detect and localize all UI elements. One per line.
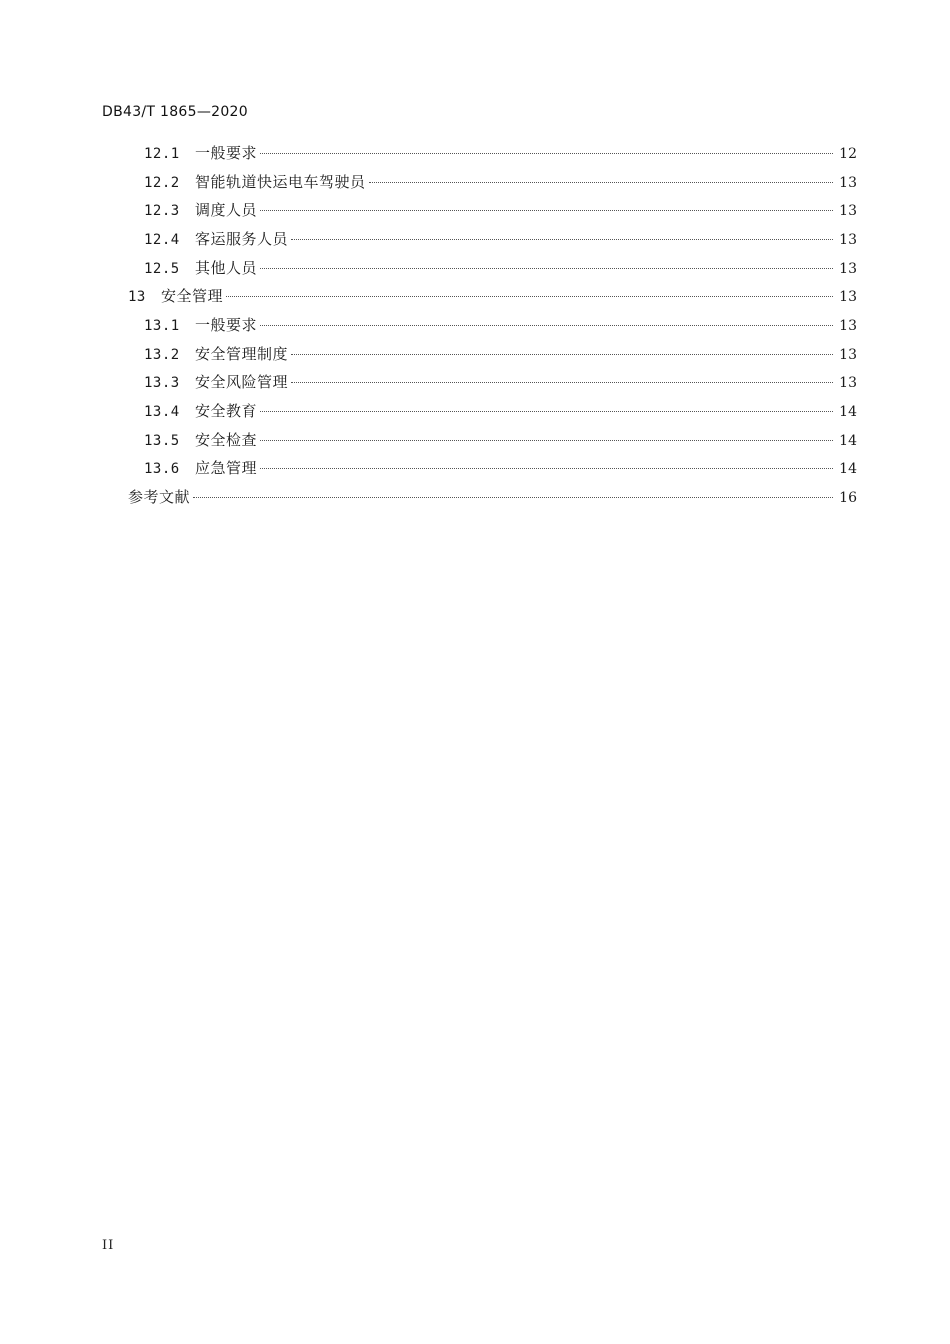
toc-entry-number: 13.4: [144, 404, 180, 420]
toc-dot-leader: [369, 182, 833, 183]
toc-dot-leader: [291, 354, 833, 355]
page-number: II: [102, 1238, 115, 1253]
document-code: DB43/T 1865—2020: [102, 104, 248, 120]
toc-entry-page: 13: [839, 203, 857, 219]
toc-entry-title: 调度人员: [195, 201, 258, 219]
toc-entry-title: 客运服务人员: [195, 230, 289, 248]
toc-entry-number: 13.1: [144, 318, 180, 334]
toc-entry-number: 12.1: [144, 146, 180, 162]
toc-entry[interactable]: [144, 430, 857, 450]
toc-entry-title: 智能轨道快运电车驾驶员: [195, 173, 366, 191]
toc-entry-title: 应急管理: [195, 459, 258, 477]
toc-dot-leader: [260, 325, 833, 326]
toc-entry-number: 12.4: [144, 232, 180, 248]
toc-entry-page: 14: [839, 433, 857, 449]
toc-entry-page: 14: [839, 461, 857, 477]
toc-entry-page: 13: [839, 261, 857, 277]
toc-entry-page: 12: [839, 146, 857, 162]
toc-entry[interactable]: [144, 372, 857, 392]
toc-entry[interactable]: [144, 458, 857, 478]
toc-entry-page: 13: [839, 318, 857, 334]
toc-entry-title: 其他人员: [195, 259, 258, 277]
toc-entry-number: 12.2: [144, 175, 180, 191]
toc-entry-number: 13.2: [144, 347, 180, 363]
toc-entry-title: 安全教育: [195, 402, 258, 420]
toc-entry[interactable]: [128, 286, 857, 306]
toc-dot-leader: [226, 296, 833, 297]
toc-entry-page: 13: [839, 232, 857, 248]
toc-dot-leader: [260, 468, 833, 469]
toc-entry[interactable]: [144, 315, 857, 335]
toc-entry[interactable]: [128, 487, 857, 507]
toc-dot-leader: [291, 239, 833, 240]
toc-entry-number: 12.3: [144, 203, 180, 219]
toc-entry-page: 13: [839, 375, 857, 391]
toc-entry-number: 13: [128, 289, 146, 305]
toc-entry[interactable]: [144, 344, 857, 364]
toc-entry[interactable]: [144, 200, 857, 220]
toc-entry-number: 13.3: [144, 375, 180, 391]
toc-entry-title: 安全管理制度: [195, 345, 289, 363]
toc-entry-title: 安全风险管理: [195, 373, 289, 391]
toc-entry-title: 一般要求: [195, 144, 258, 162]
toc-entry-title: 一般要求: [195, 316, 258, 334]
toc-dot-leader: [193, 497, 833, 498]
toc-entry-title: 参考文献: [128, 488, 191, 506]
toc-entry-number: 12.5: [144, 261, 180, 277]
toc-entry-title: 安全管理: [161, 287, 224, 305]
toc-dot-leader: [291, 382, 833, 383]
toc-entry-page: 14: [839, 404, 857, 420]
toc-dot-leader: [260, 153, 833, 154]
toc-entry[interactable]: [144, 229, 857, 249]
toc-entry-page: 13: [839, 289, 857, 305]
toc-dot-leader: [260, 411, 833, 412]
toc-dot-leader: [260, 440, 833, 441]
toc-entry-page: 16: [839, 490, 857, 506]
toc-entry-number: 13.6: [144, 461, 180, 477]
toc-entry[interactable]: [144, 401, 857, 421]
toc-entry[interactable]: [144, 143, 857, 163]
toc-entry-number: 13.5: [144, 433, 180, 449]
toc-entry-title: 安全检查: [195, 431, 258, 449]
toc-entry[interactable]: [144, 258, 857, 278]
toc-entry-page: 13: [839, 175, 857, 191]
toc-dot-leader: [260, 268, 833, 269]
toc-entry-page: 13: [839, 347, 857, 363]
toc-dot-leader: [260, 210, 833, 211]
toc-entry[interactable]: [144, 172, 857, 192]
